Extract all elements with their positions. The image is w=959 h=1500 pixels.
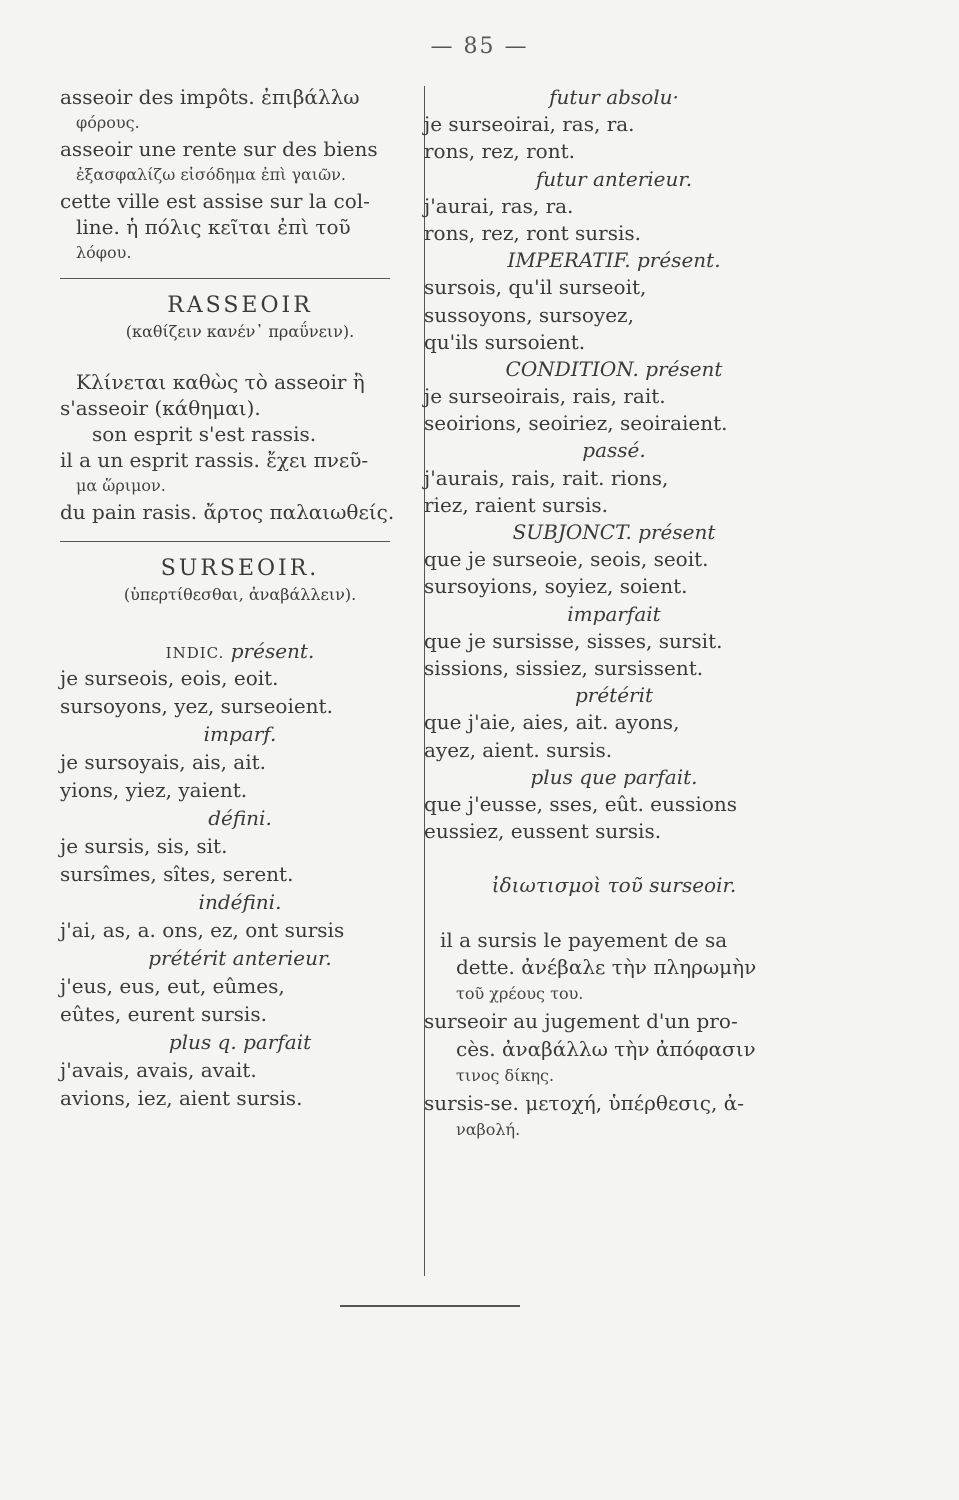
text-line: que je surseoie, seois, seoit.	[424, 547, 709, 572]
rasseoir-heading: RASSEOIR	[167, 293, 313, 318]
text-line: futur anterieur.	[535, 166, 693, 191]
text-line: μα ὥριμον.	[76, 476, 166, 495]
text-line: j'avais, avais, avait.	[60, 1058, 257, 1082]
text-line: φόρους.	[76, 113, 140, 132]
text-line: je surseoirai, ras, ra.	[424, 112, 635, 137]
text-line: plus q. parfait	[168, 1030, 312, 1054]
text-line: sursois, qu'il surseoit,	[424, 275, 647, 300]
text-line: je surseois, eois, eoit.	[60, 666, 279, 690]
text-line: yions, yiez, yaient.	[60, 778, 248, 802]
indicative-heading	[60, 638, 420, 664]
text-line: que j'eusse, sses, eût. eussions	[424, 791, 738, 816]
text-line: son esprit s'est rassis.	[92, 422, 317, 446]
text-line: CONDITION. présent	[505, 356, 723, 381]
text-line: riez, raient sursis.	[424, 492, 609, 517]
text-line: τοῦ χρέους του.	[456, 984, 584, 1004]
text-line: je sursoyais, ais, ait.	[60, 750, 267, 774]
text-line: que je sursisse, sisses, sursit.	[424, 628, 723, 653]
text-line: il a sursis le payement de sa	[440, 927, 728, 952]
text-line: futur absolu·	[549, 85, 679, 109]
text-line: s'asseoir (κάθημαι).	[60, 396, 261, 420]
text-line: défini.	[208, 806, 272, 830]
text-line: asseoir des impôts. ἐπιβάλλω	[60, 85, 360, 109]
text-line: sursoyons, yez, surseoient.	[60, 694, 333, 718]
text-line: SUBJONCT. présent	[512, 520, 716, 544]
text-line: cette ville est assise sur la col-	[60, 189, 370, 213]
text-line: surseoir au jugement d'un pro-	[424, 1009, 738, 1034]
left-column	[60, 84, 420, 1112]
rasseoir-examples	[60, 369, 420, 525]
text-line: du pain rasis. ἄρτος παλαιωθείς.	[60, 500, 395, 524]
text-line: je sursis, sis, sit.	[60, 834, 228, 858]
text-line: λόφου.	[76, 243, 132, 262]
text-line: imparfait	[567, 601, 661, 626]
text-line: eussiez, eussent sursis.	[424, 819, 662, 844]
text-line: ἰδιωτισμοὶ τοῦ surseoir.	[491, 873, 737, 898]
text-line: sursis-se. μετοχή, ὑπέρθεσις, ἀ-	[424, 1090, 744, 1115]
bottom-rule	[340, 1305, 520, 1307]
text-line: ayez, aient. sursis.	[424, 737, 613, 762]
text-line: IMPERATIF. présent.	[507, 248, 721, 273]
text-line: rons, rez, ront sursis.	[424, 220, 641, 245]
text-line: seoirions, seoiriez, seoiraient.	[424, 411, 728, 436]
text-line: j'ai, as, a. ons, ez, ont sursis	[60, 918, 345, 942]
text-line: dette. ἀνέβαλε τὴν πληρωμὴν	[456, 955, 757, 979]
text-line: je surseoirais, rais, rait.	[424, 384, 666, 409]
text-line: indéfini.	[198, 890, 282, 914]
text-line: qu'ils sursoient.	[424, 329, 586, 354]
text-line: ἐξασφαλίζω εἰσόδημα ἐπὶ γαιῶν.	[76, 165, 346, 184]
text-line: line. ἡ πόλις κεῖται ἐπὶ τοῦ	[76, 215, 351, 239]
section-divider	[60, 278, 390, 279]
rasseoir-subtitle: (καθίζειν κανέν᾽ πραΰνειν).	[125, 322, 355, 341]
indic-label: INDIC.	[165, 644, 225, 662]
text-line: il a un esprit rassis. ἔχει πνεῦ-	[60, 448, 369, 472]
page-number: — 85 —	[430, 34, 529, 59]
surseoir-subtitle: (ὑπερτίθεσθαι, ἀναβάλλειν).	[123, 585, 357, 604]
text-line: j'eus, eus, eut, eûmes,	[60, 974, 285, 998]
indic-present: présent.	[230, 639, 315, 663]
text-line: ναβολή.	[456, 1120, 521, 1140]
surseoir-conjugation	[60, 664, 420, 1112]
text-line: que j'aie, aies, ait. ayons,	[424, 710, 680, 735]
text-line: prétérit	[574, 683, 654, 708]
text-line: asseoir une rente sur des biens	[60, 137, 378, 161]
text-line: rons, rez, ront.	[424, 139, 575, 164]
text-line: avions, iez, aient sursis.	[60, 1086, 303, 1110]
right-column	[424, 84, 804, 1144]
text-line: prétérit anterieur.	[148, 946, 332, 970]
asseoir-examples	[60, 84, 420, 266]
text-line: plus que parfait.	[530, 764, 698, 789]
text-line: imparf.	[203, 722, 277, 746]
text-line: τινος δίκης.	[456, 1065, 555, 1085]
text-line: j'aurais, rais, rait. rions,	[424, 465, 669, 490]
text-line: sussoyons, sursoyez,	[424, 302, 634, 327]
text-line: sursoyions, soyiez, soient.	[424, 574, 688, 599]
text-line: cès. ἀναβάλλω τὴν ἀπόφασιν	[456, 1036, 756, 1061]
text-line: eûtes, eurent sursis.	[60, 1002, 267, 1026]
section-divider	[60, 541, 390, 542]
surseoir-heading: SURSEOIR.	[160, 556, 320, 581]
surseoir-conjugation-cont	[424, 84, 804, 1144]
text-line: j'aurai, ras, ra.	[424, 193, 574, 218]
text-line	[424, 845, 804, 872]
text-line: Κλίνεται καθὼς τὸ asseoir ἢ	[76, 370, 365, 394]
text-line: sursîmes, sîtes, serent.	[60, 862, 294, 886]
text-line	[424, 900, 804, 927]
text-line: passé.	[582, 438, 646, 463]
text-line: sissions, sissiez, sursissent.	[424, 655, 704, 680]
